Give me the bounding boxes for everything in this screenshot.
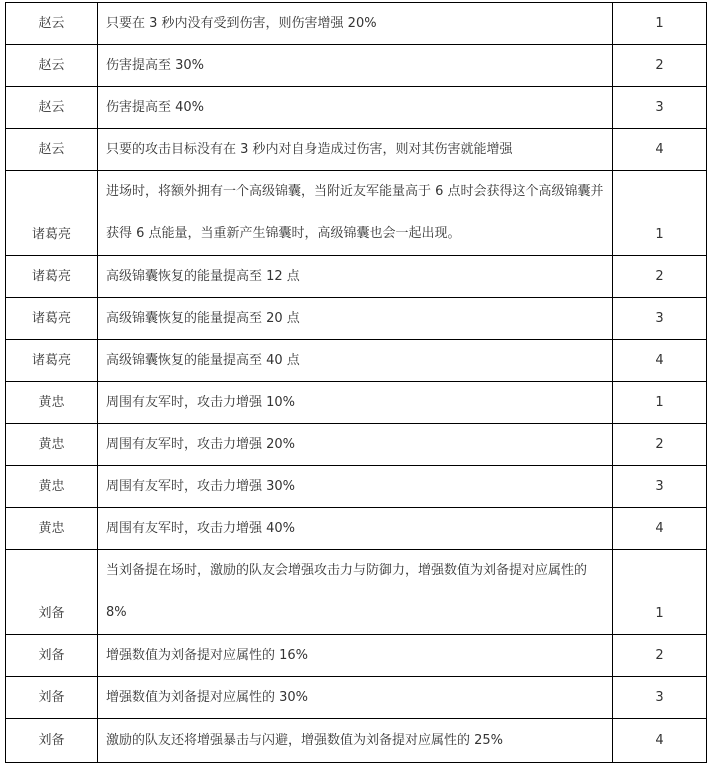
- skill-level-cell: 2: [613, 45, 707, 87]
- skill-level-cell: 1: [613, 171, 707, 256]
- hero-name-cell: 赵云: [6, 87, 98, 129]
- hero-name-cell: 刘备: [6, 550, 98, 635]
- skill-desc-cell: 周围有友军时，攻击力增强 40%: [98, 508, 613, 550]
- skill-desc-cell: 当刘备提在场时，激励的队友会增强攻击力与防御力，增强数值为刘备提对应属性的 8%: [98, 550, 613, 635]
- table-row: [6, 382, 707, 424]
- skill-level-cell: 1: [613, 550, 707, 635]
- table-row: [6, 466, 707, 508]
- skill-desc-cell: 高级锦囊恢复的能量提高至 40 点: [98, 340, 613, 382]
- hero-name-cell: 黄忠: [6, 508, 98, 550]
- skill-desc-cell: 伤害提高至 30%: [98, 45, 613, 87]
- hero-name-cell: 刘备: [6, 719, 98, 763]
- skill-level-cell: 4: [613, 129, 707, 171]
- table-row: [6, 635, 707, 677]
- table-row: [6, 3, 707, 45]
- skill-desc-cell: 激励的队友还将增强暴击与闪避，增强数值为刘备提对应属性的 25%: [98, 719, 613, 763]
- skill-level-cell: 4: [613, 508, 707, 550]
- hero-name-cell: 赵云: [6, 3, 98, 45]
- table-row: [6, 256, 707, 298]
- skill-desc-cell: 只要的攻击目标没有在 3 秒内对自身造成过伤害，则对其伤害就能增强: [98, 129, 613, 171]
- hero-name-cell: 黄忠: [6, 466, 98, 508]
- skill-level-cell: 2: [613, 635, 707, 677]
- table-row: [6, 508, 707, 550]
- skill-table: [5, 2, 707, 763]
- hero-name-cell: 诸葛亮: [6, 171, 98, 256]
- skill-level-cell: 1: [613, 382, 707, 424]
- skill-desc-cell: 伤害提高至 40%: [98, 87, 613, 129]
- skill-desc-cell: 增强数值为刘备提对应属性的 16%: [98, 635, 613, 677]
- skill-level-cell: 4: [613, 340, 707, 382]
- skill-desc-cell: 高级锦囊恢复的能量提高至 20 点: [98, 298, 613, 340]
- skill-desc-cell: 只要在 3 秒内没有受到伤害，则伤害增强 20%: [98, 3, 613, 45]
- table-row: [6, 129, 707, 171]
- hero-name-cell: 赵云: [6, 129, 98, 171]
- skill-level-cell: 3: [613, 466, 707, 508]
- skill-desc-cell: 周围有友军时，攻击力增强 10%: [98, 382, 613, 424]
- skill-desc-cell: 周围有友军时，攻击力增强 30%: [98, 466, 613, 508]
- hero-name-cell: 刘备: [6, 635, 98, 677]
- hero-name-cell: 赵云: [6, 45, 98, 87]
- skill-level-cell: 2: [613, 424, 707, 466]
- table-row: [6, 87, 707, 129]
- skill-desc-cell: 高级锦囊恢复的能量提高至 12 点: [98, 256, 613, 298]
- table-row: [6, 677, 707, 719]
- skill-level-cell: 3: [613, 677, 707, 719]
- table-row: [6, 171, 707, 256]
- hero-name-cell: 诸葛亮: [6, 340, 98, 382]
- hero-name-cell: 黄忠: [6, 424, 98, 466]
- hero-name-cell: 刘备: [6, 677, 98, 719]
- skill-table-container: [5, 2, 707, 763]
- table-row: [6, 550, 707, 635]
- table-row: [6, 340, 707, 382]
- skill-level-cell: 3: [613, 87, 707, 129]
- skill-level-cell: 1: [613, 3, 707, 45]
- hero-name-cell: 黄忠: [6, 382, 98, 424]
- skill-desc-cell: 进场时，将额外拥有一个高级锦囊，当附近友军能量高于 6 点时会获得这个高级锦囊并获得 6 点能量，当重新产生锦囊时，高级锦囊也会一起出现。: [98, 171, 613, 256]
- table-row: [6, 45, 707, 87]
- skill-level-cell: 3: [613, 298, 707, 340]
- skill-desc-cell: 周围有友军时，攻击力增强 20%: [98, 424, 613, 466]
- hero-name-cell: 诸葛亮: [6, 298, 98, 340]
- table-row: [6, 298, 707, 340]
- skill-level-cell: 4: [613, 719, 707, 763]
- skill-level-cell: 2: [613, 256, 707, 298]
- table-row: [6, 424, 707, 466]
- hero-name-cell: 诸葛亮: [6, 256, 98, 298]
- skill-desc-cell: 增强数值为刘备提对应属性的 30%: [98, 677, 613, 719]
- table-row: [6, 719, 707, 763]
